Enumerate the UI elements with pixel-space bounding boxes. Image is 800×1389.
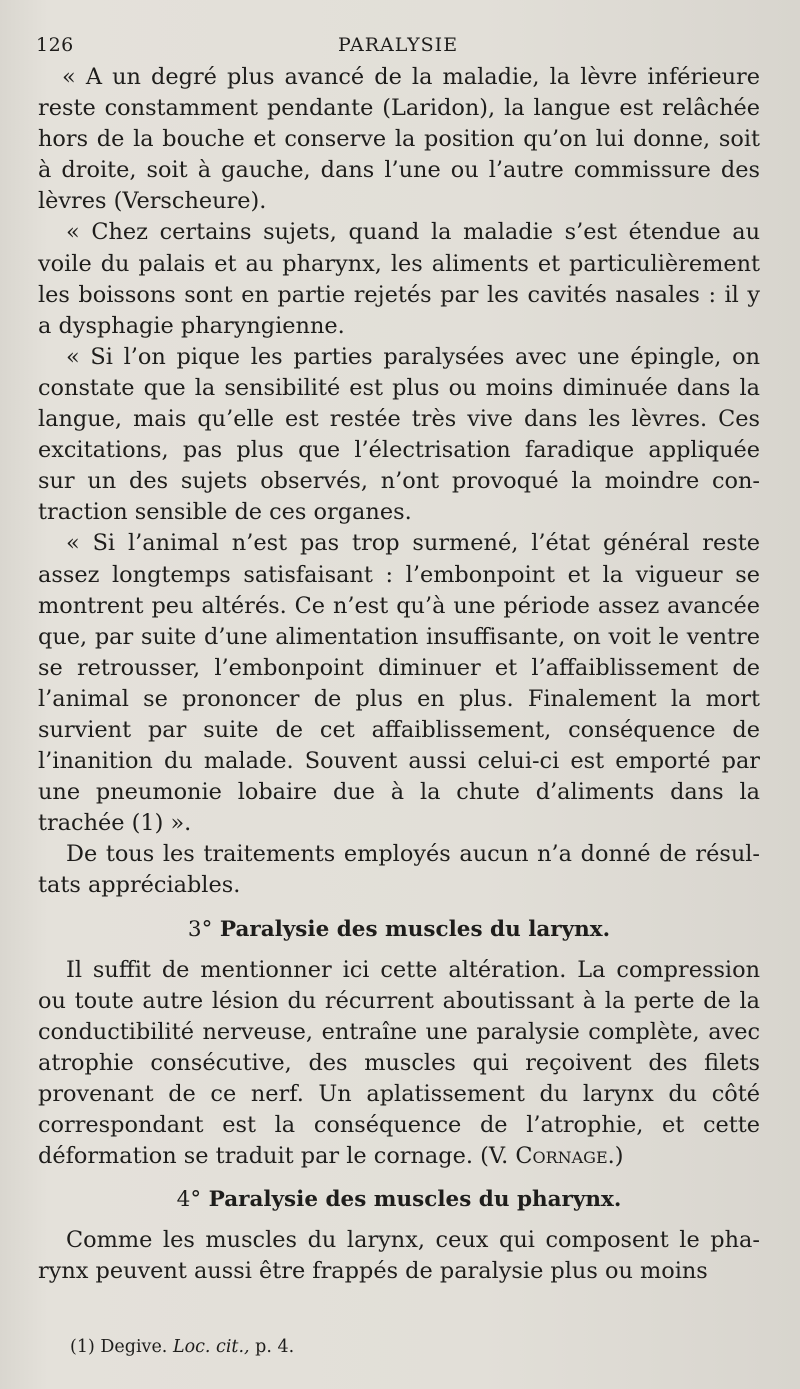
main-text bbox=[38, 62, 760, 1287]
paragraph-1: « A un degré plus avancé de la maladie, la lèvre inférieure reste constamment pendante (Laridon), la langue est relâchée hors de la bouche et conserve la position qu’on lui donne, soit à droite, soit à gauche, dans l’une ou l’autre commissure des lèvres (Verscheure). bbox=[38, 64, 760, 215]
section-heading-pharynx bbox=[38, 1185, 760, 1215]
paragraph-5: De tous les traitements employés aucun n’a donné de résultats appréciables. bbox=[38, 841, 760, 899]
paragraph-2: « Chez certains sujets, quand la maladie s’est étendue au voile du palais et au pharynx, les aliments et particulièrement les boissons sont en partie rejetés par les cavités nasales : il y a dysphagie pharyngienne. bbox=[38, 219, 760, 339]
paragraph-4: « Si l’animal n’est pas trop surmené, l’état général reste assez longtemps satisfaisant : l’embonpoint et la vigueur se montrent peu altérés. Ce n’est qu’à une période assez avancée que, par suite d’une alimentation insuffisante, on voit le ventre se retrousser, l’embonpoint diminuer et l’affaiblissement de l’animal se prononcer de plus en plus. Finalement la mort survient par suite de cet affaiblissement, conséquence de l’inanition du malade. Souvent aussi celui-ci est emporté par une pneumonie lobaire due à la chute d’aliments dans la trachée (1) ». bbox=[38, 530, 760, 837]
footnote-marker: (1) bbox=[70, 1337, 95, 1357]
section-title: Paralysie des muscles du larynx. bbox=[219, 916, 611, 942]
section-title: Paralysie des muscles du pharynx. bbox=[208, 1187, 622, 1213]
footnote bbox=[70, 1336, 294, 1358]
paragraph-3: « Si l’on pique les parties paralysées avec une épingle, on constate que la sensibilité est plus ou moins diminuée dans la langue, mais qu’elle est restée très vive dans les lèvres. Ces excitations, pas plus que l’électrisation faradique appliquée sur un des sujets observés, n’ont provoqué la moindre contraction sensible de ces organes. bbox=[38, 343, 760, 526]
page-number: 126 bbox=[36, 34, 74, 56]
paragraph-larynx bbox=[38, 955, 760, 1173]
section-heading-larynx bbox=[38, 915, 760, 945]
page-header bbox=[36, 34, 760, 58]
footnote-page: p. 4. bbox=[255, 1337, 295, 1357]
paragraph-larynx-text: Il suffit de mentionner ici cette altération. La compression ou toute autre lésion du récurrent aboutissant à la perte de la conductibilité nerveuse, entraîne une paralysie complète, avec atrophie consécutive, des muscles qui reçoivent des filets provenant de ce nerf. Un aplatissement du larynx du côté correspondant est la conséquence de l’atrophie, et cette déformation se traduit par le cornage. (V. bbox=[38, 956, 760, 1170]
running-title: PARALYSIE bbox=[337, 34, 459, 56]
footnote-author: Degive. bbox=[100, 1337, 168, 1357]
cross-reference: Cornage bbox=[515, 1143, 608, 1170]
section-number: 4° bbox=[176, 1187, 202, 1213]
footnote-citation: Loc. cit., bbox=[172, 1337, 250, 1357]
paragraph-pharynx: Comme les muscles du larynx, ceux qui composent le pharynx peuvent aussi être frappés de paralysie plus ou moins bbox=[38, 1227, 760, 1285]
paragraph-larynx-end: .) bbox=[607, 1143, 624, 1170]
section-number: 3° bbox=[187, 916, 213, 942]
